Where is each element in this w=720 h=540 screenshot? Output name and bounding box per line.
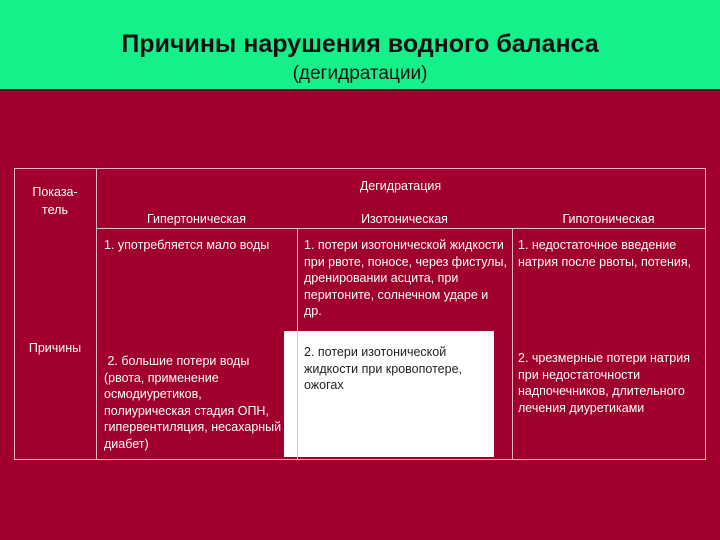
slide-subtitle: (дегидратации) <box>292 63 428 84</box>
cause-hypertonic-1: 1. употребляется мало воды <box>104 238 270 252</box>
slide-title: Причины нарушения водного баланса <box>121 30 599 58</box>
row-label-causes: Причины <box>28 341 82 355</box>
column-header-isotonic: Изотоническая <box>361 212 448 226</box>
grid-line <box>512 228 513 459</box>
cause-hypertonic-2: 2. большие потери воды (рвота, применение осмодиуретиков, полиурическая стадия ОПН, гипервентиляция, несахарный диабет) <box>104 354 285 451</box>
grid-line <box>297 228 298 459</box>
column-header-hypotonic: Гипотоническая <box>562 212 655 226</box>
title-banner <box>0 0 720 89</box>
cause-isotonic-2: 2. потери изотонической жидкости при кровопотере, ожогах <box>304 345 462 392</box>
indicator-header: Показа- тель <box>32 185 78 217</box>
cause-hypotonic-2: 2. чрезмерные потери натрия при недостаточности надпочечников, длительного лечения диуретиками <box>518 351 690 415</box>
banner-divider <box>0 89 720 91</box>
column-header-hypertonic: Гипертоническая <box>146 212 247 226</box>
cause-hypotonic-1: 1. недостаточное введение натрия после рвоты, потения, <box>518 238 692 269</box>
dehydration-header: Дегидратация <box>359 179 442 193</box>
cause-isotonic-1: 1. потери изотонической жидкости при рвоте, поносе, через фистулы, дренировании асцита, при перитоните, солнечном ударе и др. <box>304 238 507 318</box>
